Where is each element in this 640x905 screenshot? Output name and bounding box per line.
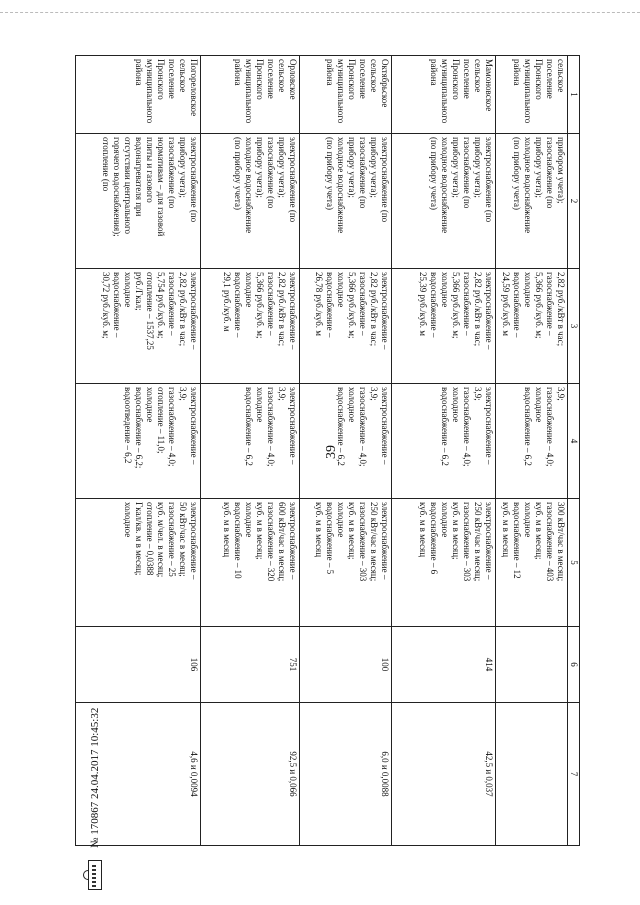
cell-line: поселение [544,59,555,99]
cell-line: холодное [335,272,346,308]
cell-line: Октябрьское [379,59,390,108]
cell-line: 3,9; [276,387,287,401]
cell-line: газоснабжение – 4,0; [357,387,368,467]
header-cell: 2 [567,134,579,269]
cell-line: водоснабжение – [112,272,122,338]
cell-line: Гкал/кв. м в месяц; [134,502,144,576]
cell-line: холодное [254,387,265,423]
cell-line: прибору учета); [254,137,265,198]
table-cell-col-5 [391,499,495,627]
cell-line: электроснабжение – [483,387,494,465]
cell-line: 2,82 руб./кВт в час; [368,272,379,347]
table-cell-col-3 [391,269,495,384]
cell-line: электроснабжение – [189,272,199,350]
cell-line: куб. м в месяц [417,502,428,558]
cell-line: холодное [243,502,254,538]
table-cell-col-4 [391,384,495,499]
cell-line: куб. м в месяц; [254,502,265,560]
cell-line: муниципального [145,59,155,124]
cell-line: 50 кВт/час в месяц; [178,502,188,577]
cell-line: куб. м в месяц [500,502,511,558]
cell-line: газоснабжение – [265,272,276,336]
table-cell-col-4 [299,384,391,499]
cell-line: электроснабжение (по [189,137,199,223]
table-cell-col-2 [76,134,201,269]
cell-line: района [134,59,144,86]
table-cell-col-5 [495,499,567,627]
cell-line: отопление – 1537,25 [145,272,155,350]
cell-line: холодное [439,502,450,538]
cell-line: газоснабжение – 303 [357,502,368,582]
document-footer [88,708,102,890]
cell-line: Орловское [287,59,298,100]
table-row [201,56,300,846]
cell-line: прибору учета); [472,137,483,198]
cell-line: (по прибору учета) [232,137,243,210]
cell-value: 4,6 и 0,0094 [189,751,199,797]
cell-line: Пронского [533,59,544,100]
cell-line: 26,78 руб./куб. м [313,272,324,336]
header-cell: 1 [567,56,579,134]
cell-line: электроснабжение – [287,502,298,580]
cell-line: 250 кВт/час в месяц; [472,502,483,582]
cell-line: электроснабжение – [189,387,199,465]
cell-line: муниципального [335,59,346,124]
table-cell-col-7 [495,703,567,846]
cell-line: 3,9; [472,387,483,401]
cell-line: 29,1 руб./куб. м [221,272,232,332]
cell-line: куб. м в месяц [313,502,324,558]
cell-line: прибору учета); [178,137,188,198]
cell-line: холодное водоснабжение [522,137,533,234]
cell-line: нормативам – для газовой [156,137,166,237]
cell-line: куб. м в месяц; [346,502,357,560]
table-cell-col-2 [201,134,300,269]
cell-line: водоснабжение – 6,2; [134,387,144,469]
cell-line: 2,82 руб./кВт в час; [276,272,287,347]
cell-line: прибором учета); [555,137,566,204]
cell-line: газоснабжение – [167,272,177,336]
cell-line: холодное [243,272,254,308]
header-row [567,56,579,846]
cell-line: водоснабжение – 6,2 [522,387,533,466]
table-cell-col-7 [391,703,495,846]
cell-line: 3,9; [368,387,379,401]
table-cell-col-2 [299,134,391,269]
cell-line: электроснабжение (по [483,137,494,223]
cell-line: сельское [472,59,483,93]
table-cell-col-5 [299,499,391,627]
cell-value: 6,0 и 0,0088 [379,751,390,797]
cell-line: 5,754 руб./куб. м; [156,272,166,339]
table-cell-col-6 [495,627,567,703]
table-cell-col-6 [201,627,300,703]
table-body [76,56,580,846]
cell-line: газоснабжение (по [357,137,368,209]
cell-line: холодное [346,387,357,423]
top-dashed-line [0,12,640,13]
coat-of-arms-seal-icon [88,860,102,890]
cell-line: поселение [167,59,177,99]
cell-line: электроснабжение – [287,387,298,465]
cell-line: прибору учета); [368,137,379,198]
cell-line: газоснабжение – [357,272,368,336]
table-row [391,56,495,846]
cell-line: электроснабжение – [483,502,494,580]
table-cell-col-7 [299,703,391,846]
cell-line: отопление – 11,0; [156,387,166,454]
cell-line: поселение [265,59,276,99]
cell-line: электроснабжение – [379,272,390,350]
table-cell-col-7 [201,703,300,846]
table-cell-col-4 [495,384,567,499]
cell-line: газоснабжение – 4,0; [167,387,177,467]
cell-line: прибору учета); [450,137,461,198]
cell-line: сельское [555,59,566,93]
cell-line: газоснабжение – 25 [167,502,177,577]
cell-value: 751 [287,657,298,672]
cell-line: отопление (по [101,137,111,192]
cell-line: прибору учета); [533,137,544,198]
cell-line: электроснабжение (по [379,137,390,223]
cell-line: 5,366 руб./куб. м; [533,272,544,339]
cell-value: 42,5 и 0,037 [483,751,494,797]
cell-line: холодное [522,272,533,308]
cell-line: газоснабжение – 4,0; [461,387,472,467]
cell-line: куб. м в месяц; [450,502,461,560]
cell-line: электроснабжение – [483,272,494,350]
cell-line: Погореловское [189,59,199,117]
cell-line: водоотведение – 6,2 [123,387,133,464]
cell-line: района [324,59,335,86]
table-cell-col-1 [76,56,201,134]
cell-value: 92,5 и 0,066 [287,751,298,797]
cell-line: холодное [450,387,461,423]
table-cell-col-1 [495,56,567,134]
cell-line: газоснабжение (по [167,137,177,209]
cell-line: Пронского [254,59,265,100]
tariff-table [75,55,580,846]
cell-line: района [428,59,439,86]
cell-line: (по прибору учета) [511,137,522,210]
cell-line: 3,9; [555,387,566,401]
cell-line: газоснабжение (по [461,137,472,209]
cell-value: 414 [483,657,494,672]
cell-line: Мамоновское [483,59,494,112]
cell-line: водоснабжение – 12 [511,502,522,579]
cell-line: Пронского [346,59,357,100]
cell-line: холодное [123,272,133,308]
cell-line: (по прибору учета) [324,137,335,210]
cell-line: района [511,59,522,86]
cell-line: Пронского [450,59,461,100]
cell-line: прибору учета); [276,137,287,198]
cell-line: холодное водоснабжение [243,137,254,234]
cell-line: руб./Гкал; [134,272,144,311]
cell-line: 5,366 руб./куб. м; [346,272,357,339]
table-cell-col-2 [391,134,495,269]
cell-line: плиты и газового [145,137,155,203]
cell-line: водоснабжение – [324,272,335,338]
cell-line: газоснабжение (по [544,137,555,209]
cell-line: 300 кВт/час в месяц; [555,502,566,582]
cell-line: Пронского [156,59,166,100]
cell-line: водоснабжение – 10 [232,502,243,579]
table-cell-col-6 [76,627,201,703]
cell-line: отсутствии центрального [123,137,133,235]
cell-line: холодное [123,502,133,538]
header-cell: 4 [567,384,579,499]
rotated-table-container [75,55,580,845]
cell-line: газоснабжение – 403 [544,502,555,582]
cell-value: 100 [379,657,390,672]
cell-line: водоснабжение – 6 [428,502,439,575]
header-cell: 7 [567,703,579,846]
table-cell-col-1 [391,56,495,134]
table-cell-col-3 [76,269,201,384]
cell-line: электроснабжение (по [287,137,298,223]
cell-line: холодное [522,502,533,538]
cell-line: 25,39 руб./куб. м [417,272,428,336]
table-cell-col-4 [76,384,201,499]
table-cell-col-3 [495,269,567,384]
cell-line: электроснабжение – [379,387,390,465]
cell-line: холодное [145,387,155,423]
header-cell: 3 [567,269,579,384]
cell-line: газоснабжение (по [265,137,276,209]
cell-line: газоснабжение – 303 [461,502,472,582]
cell-line: 600 кВт/час в месяц; [276,502,287,582]
cell-line: газоснабжение – 4,0; [544,387,555,467]
cell-line: 24,59 руб./куб. м [500,272,511,336]
cell-line: муниципального [439,59,450,124]
cell-line: куб. м/чел. в месяц; [156,502,166,578]
cell-line: водонагревателя при [134,137,144,217]
table-row [495,56,567,846]
table-cell-col-5 [201,499,300,627]
table-cell-col-4 [201,384,300,499]
cell-line: электроснабжение – [189,502,199,580]
cell-line: электроснабжение – [287,272,298,350]
cell-line: поселение [461,59,472,99]
cell-line: отопление – 0,0388 [145,502,155,576]
table-cell-col-5 [76,499,201,627]
cell-line: водоснабжение – [428,272,439,338]
table-cell-col-1 [201,56,300,134]
cell-line: холодное водоснабжение [439,137,450,234]
cell-line: газоснабжение – [544,272,555,336]
cell-value: 106 [189,657,199,672]
cell-line: района [232,59,243,86]
header-cell: 5 [567,499,579,627]
cell-line: газоснабжение – [461,272,472,336]
cell-line: 5,366 руб./куб. м; [254,272,265,339]
cell-line: холодное [439,272,450,308]
cell-line: прибору учета); [346,137,357,198]
cell-line: сельское [276,59,287,93]
cell-line: куб. м в месяц; [533,502,544,560]
cell-line: водоснабжение – 6,2 [439,387,450,466]
cell-line: холодное [533,387,544,423]
cell-line: водоснабжение – 6,2 [335,387,346,466]
cell-line: 2,82 руб./кВт в час; [178,272,188,347]
cell-line: горячего водоснабжения); [112,137,122,237]
cell-line: 3,9; [178,387,188,401]
header-cell: 6 [567,627,579,703]
table-cell-col-6 [299,627,391,703]
cell-line: газоснабжение – 320 [265,502,276,582]
cell-line: 2,82 руб./кВт в час; [472,272,483,347]
cell-line: поселение [357,59,368,99]
cell-line: водоснабжение – [232,272,243,338]
stamp-text: № 170867 24.04.2017 10:45:32 [89,707,101,848]
table-cell-col-2 [495,134,567,269]
cell-line: 30,72 руб./куб. м; [101,272,111,339]
table-cell-col-3 [299,269,391,384]
cell-line: сельское [368,59,379,93]
table-cell-col-1 [299,56,391,134]
table-cell-col-6 [391,627,495,703]
cell-line: холодное водоснабжение [335,137,346,234]
cell-line: (по прибору учета) [428,137,439,210]
cell-line: муниципального [243,59,254,124]
cell-line: холодное [335,502,346,538]
cell-line: 5,366 руб./куб. м; [450,272,461,339]
table-cell-col-3 [201,269,300,384]
cell-line: 250 кВт/час в месяц; [368,502,379,582]
cell-line: водоснабжение – 6,2 [243,387,254,466]
cell-line: электроснабжение – [379,502,390,580]
cell-line: водоснабжение – [511,272,522,338]
page-number: 39 [324,445,339,459]
cell-line: 2,82 руб./кВт в час; [555,272,566,347]
cell-line: куб. м в месяц [221,502,232,558]
cell-line: сельское [178,59,188,93]
cell-line: муниципального [522,59,533,124]
cell-line: газоснабжение – 4,0; [265,387,276,467]
cell-line: водоснабжение – 5 [324,502,335,575]
table-row [299,56,391,846]
